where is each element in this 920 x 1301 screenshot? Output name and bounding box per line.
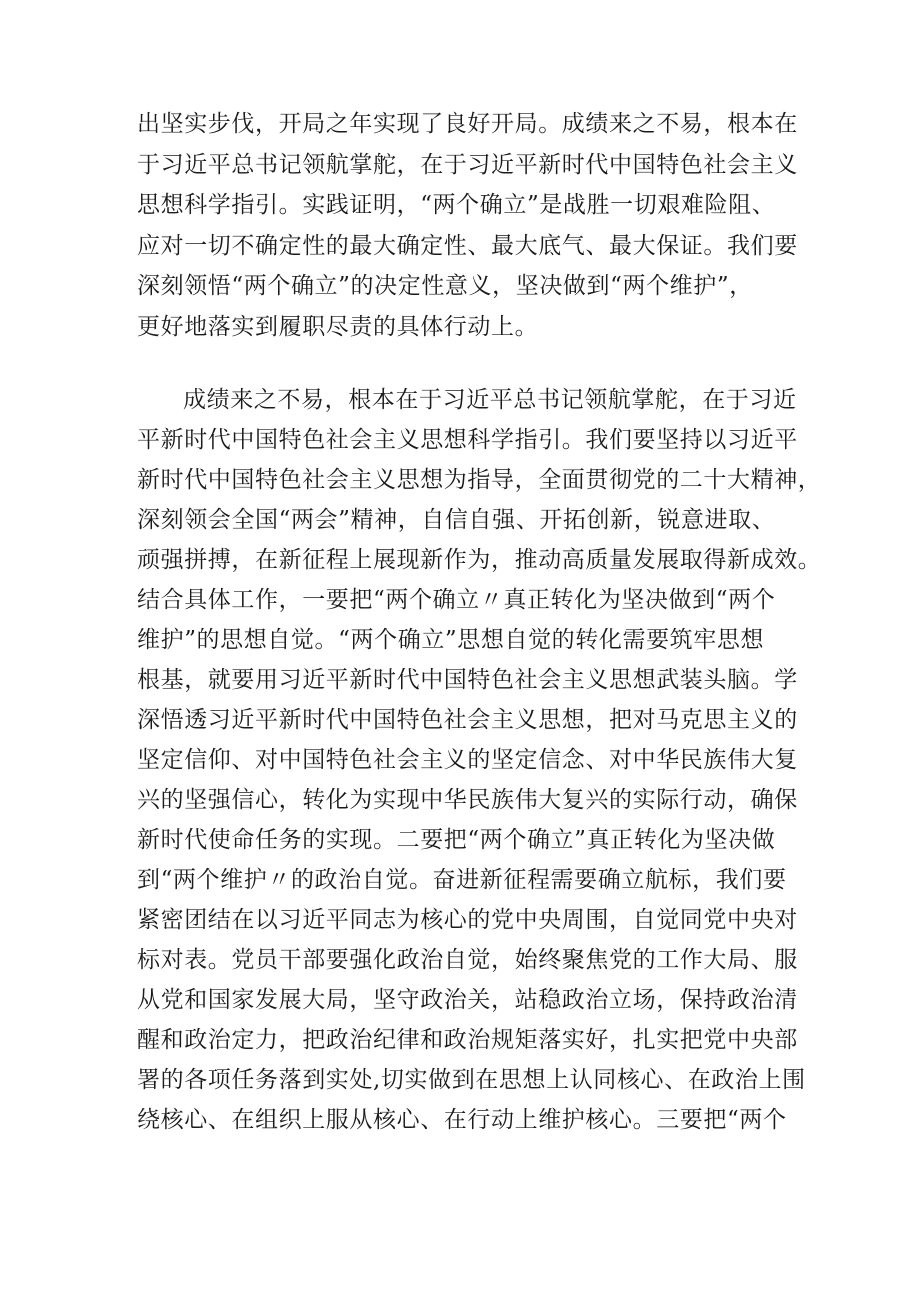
text-line: 于习近平总书记领航掌舵，在于习近平新时代中国特色社会主义 bbox=[137, 151, 798, 178]
text-line: 署的各项任务落到实处,切实做到在思想上认同核心、在政治上围 bbox=[137, 1067, 806, 1093]
body-text bbox=[137, 104, 822, 1140]
text-line: 从党和国家发展大局，坚守政治关，站稳政治立场，保持政治清 bbox=[137, 987, 798, 1013]
text-line: 结合具体工作，一要把“两个确立〃真正转化为坚决做到“两个 bbox=[137, 587, 776, 613]
text-line: 深悟透习近平新时代中国特色社会主义思想，把对马克思主义的 bbox=[137, 707, 798, 733]
text-line-first-indented: 成绩来之不易，根本在于习近平总书记领航掌舵，在于习近 bbox=[183, 387, 797, 413]
text-line: 思想科学指引。实践证明，“两个确立”是战胜一切艰难险阻、 bbox=[137, 192, 776, 218]
paragraph-1 bbox=[137, 104, 797, 347]
text-line: 新时代中国特色社会主义思想为指导，全面贯彻党的二十大精神， bbox=[137, 467, 822, 493]
text-line: 坚定信仰、对中国特色社会主义的坚定信念、对中华民族伟大复 bbox=[137, 747, 798, 773]
text-line: 兴的坚强信心，转化为实现中华民族伟大复兴的实际行动，确保 bbox=[137, 787, 798, 813]
text-line: 根基，就要用习近平新时代中国特色社会主义思想武装头脑。学 bbox=[137, 667, 798, 693]
paragraph-2 bbox=[137, 380, 822, 1140]
text-line: 更好地落实到履职尽责的具体行动上。 bbox=[137, 313, 539, 340]
text-line: 出坚实步伐，开局之年实现了良好开局。成绩来之不易，根本在 bbox=[137, 111, 798, 137]
text-line: 深刻领悟“两个确立”的决定性意义，坚决做到“两个维护”， bbox=[137, 273, 753, 299]
text-line: 平新时代中国特色社会主义思想科学指引。我们要坚持以习近平 bbox=[137, 427, 798, 453]
text-line: 到“两个维护〃的政治自觉。奋进新征程需要确立航标，我们要 bbox=[137, 867, 787, 893]
text-line: 新时代使命任务的实现。二要把“两个确立”真正转化为坚决做 bbox=[137, 827, 776, 853]
text-line: 顽强拼搏，在新征程上展现新作为，推动高质量发展取得新成效。 bbox=[137, 547, 822, 573]
text-line: 绕核心、在组织上服从核心、在行动上维护核心。三要把“两个 bbox=[137, 1107, 787, 1133]
text-line: 维护”的思想自觉。“两个确立”思想自觉的转化需要筑牢思想 bbox=[137, 627, 765, 653]
text-line: 标对表。党员干部要强化政治自觉，始终聚焦党的工作大局、服 bbox=[137, 947, 798, 973]
paragraph-spacer bbox=[137, 347, 797, 380]
text-line: 紧密团结在以习近平同志为核心的党中央周围，自觉同党中央对 bbox=[137, 907, 798, 933]
text-line: 醒和政治定力，把政治纪律和政治规矩落实好，扎实把党中央部 bbox=[137, 1027, 798, 1053]
text-line: 深刻领会全国“两会”精神，自信自强、开拓创新，锐意进取、 bbox=[137, 507, 776, 533]
text-line: 应对一切不确定性的最大确定性、最大底气、最大保证。我们要 bbox=[137, 232, 798, 259]
